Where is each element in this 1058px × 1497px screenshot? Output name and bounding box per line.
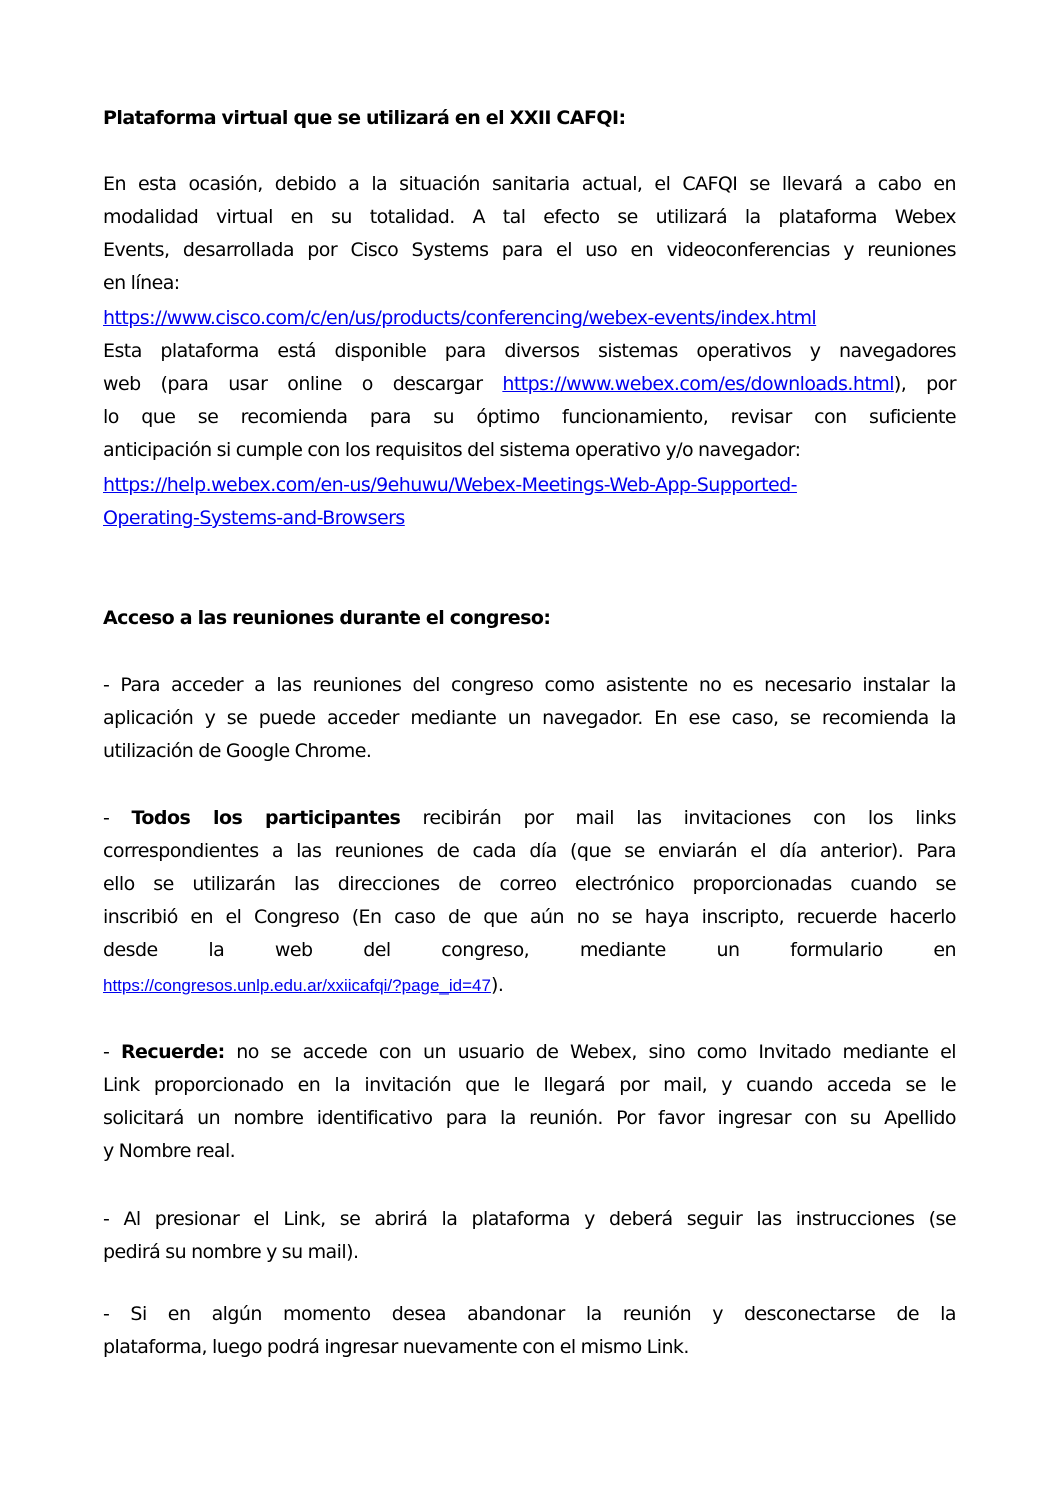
link-congress-form[interactable]: https://congresos.unlp.edu.ar/xxiicafqi/?page_id=47 xyxy=(103,976,491,995)
link-webex-downloads[interactable]: https://www.webex.com/es/downloads.html xyxy=(502,373,894,395)
list-item-line: desde la web del congreso, mediante un formulario en xyxy=(103,939,956,961)
paragraph-line: en línea: xyxy=(103,272,180,294)
list-item-line xyxy=(103,973,956,998)
text-fragment: - xyxy=(103,1041,121,1063)
emphasis-remember: Recuerde: xyxy=(120,1041,225,1063)
list-item-line xyxy=(103,1040,956,1064)
paragraph-line: Esta plataforma está disponible para diversos sistemas operativos y navegadores xyxy=(103,340,956,362)
text-fragment: ), por xyxy=(893,373,956,395)
text-fragment: recibirán por mail las invitaciones con los links xyxy=(400,807,956,829)
section-heading-platform: Plataforma virtual que se utilizará en el XXII CAFQI: xyxy=(103,107,626,129)
paragraph-line: anticipación si cumple con los requisitos del sistema operativo y/o navegador: xyxy=(103,439,801,461)
section-heading-access: Acceso a las reuniones durante el congreso: xyxy=(103,607,551,629)
text-fragment: ). xyxy=(490,974,504,996)
list-item-line: utilización de Google Chrome. xyxy=(103,740,372,762)
link-webex-help-part1[interactable]: https://help.webex.com/en-us/9ehuwu/Webex-Meetings-Web-App-Supported- xyxy=(103,474,797,496)
list-item-line: solicitará un nombre identificativo para la reunión. Por favor ingresar con su Apellido xyxy=(103,1107,956,1129)
paragraph-line: lo que se recomienda para su óptimo funcionamiento, revisar con suficiente xyxy=(103,406,956,428)
list-item-line: y Nombre real. xyxy=(103,1140,236,1162)
link-webex-help-part2[interactable]: Operating-Systems-and-Browsers xyxy=(103,507,405,529)
list-item-line: pedirá su nombre y su mail). xyxy=(103,1241,359,1263)
emphasis-participants: Todos los participantes xyxy=(131,807,401,829)
paragraph-line: Events, desarrollada por Cisco Systems para el uso en videoconferencias y reuniones xyxy=(103,239,956,261)
list-item-line: plataforma, luego podrá ingresar nuevamente con el mismo Link. xyxy=(103,1336,689,1358)
list-item-line: aplicación y se puede acceder mediante un navegador. En ese caso, se recomienda la xyxy=(103,707,956,729)
list-item-line: - Para acceder a las reuniones del congreso como asistente no es necesario instalar la xyxy=(103,674,956,696)
text-fragment: - xyxy=(103,807,132,829)
list-item-line: inscribió en el Congreso (En caso de que aún no se haya inscripto, recuerde hacerlo xyxy=(103,906,956,928)
paragraph-line: modalidad virtual en su totalidad. A tal efecto se utilizará la plataforma Webex xyxy=(103,206,956,228)
paragraph-line: En esta ocasión, debido a la situación sanitaria actual, el CAFQI se llevará a cabo en xyxy=(103,173,956,195)
list-item-line: - Al presionar el Link, se abrirá la plataforma y deberá seguir las instrucciones (se xyxy=(103,1208,956,1230)
list-item-line: correspondientes a las reuniones de cada día (que se enviarán el día anterior). Para xyxy=(103,840,956,862)
list-item-line: ello se utilizarán las direcciones de correo electrónico proporcionadas cuando se xyxy=(103,873,956,895)
list-item-line: Link proporcionado en la invitación que le llegará por mail, y cuando acceda se le xyxy=(103,1074,956,1096)
link-cisco-webex-events[interactable]: https://www.cisco.com/c/en/us/products/conferencing/webex-events/index.html xyxy=(103,307,817,329)
text-fragment: no se accede con un usuario de Webex, sino como Invitado mediante el xyxy=(224,1041,956,1063)
text-fragment: web (para usar online o descargar xyxy=(103,373,503,395)
list-item-line: - Si en algún momento desea abandonar la reunión y desconectarse de la xyxy=(103,1303,956,1325)
paragraph-line xyxy=(103,372,956,396)
list-item-line xyxy=(103,806,956,830)
